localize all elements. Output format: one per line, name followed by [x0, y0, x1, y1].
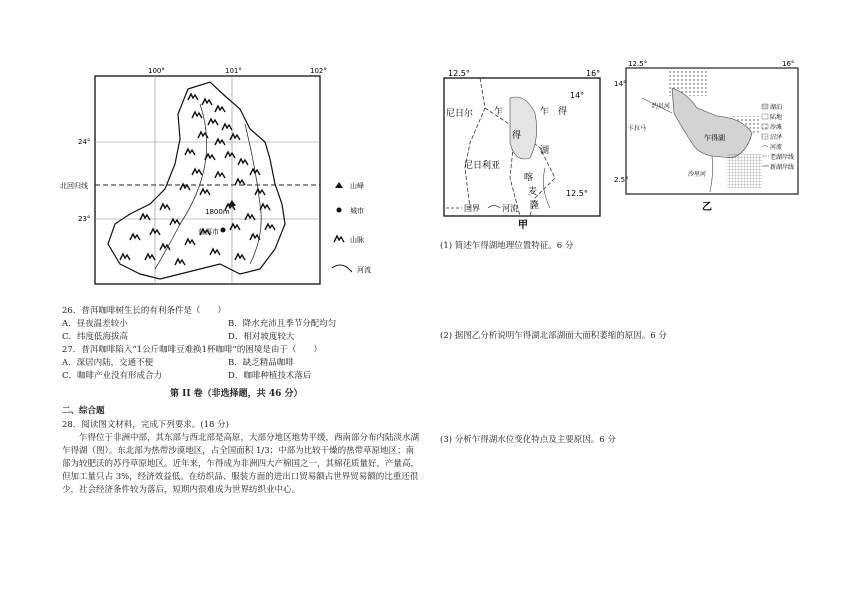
mountain-symbols [120, 94, 275, 265]
right-question-3: (3) 分析乍得湖水位变化特点及主要原因。6 分 [440, 435, 616, 445]
q26-option-a: A．昼夜温差较小 [62, 319, 128, 329]
svg-text:河流: 河流 [770, 144, 783, 151]
svg-text:北回归线: 北回归线 [60, 182, 88, 190]
svg-text:普洱市: 普洱市 [198, 228, 219, 236]
section-heading: 二、综合题 [62, 406, 105, 416]
svg-text:尼日利亚: 尼日利亚 [464, 161, 501, 171]
map-yi [612, 58, 802, 218]
puer-map [60, 64, 390, 294]
svg-text:湖: 湖 [540, 146, 550, 156]
svg-text:陆地: 陆地 [770, 114, 783, 121]
q26-option-b: B．降水充沛且季节分配均匀 [228, 319, 337, 329]
svg-text:12.5°: 12.5° [628, 60, 648, 68]
svg-text:山脉: 山脉 [350, 236, 364, 244]
svg-text:16°: 16° [782, 60, 795, 68]
question-28-intro: 28．阅读图文材料，完成下列要求。(18 分) [62, 420, 229, 430]
svg-text:12.5°: 12.5° [566, 189, 588, 198]
q27-option-b: B．缺乏精品咖啡 [228, 358, 294, 368]
svg-text:100°: 100° [148, 67, 165, 75]
svg-text:尼日尔: 尼日尔 [446, 109, 474, 119]
svg-text:卡拉马: 卡拉马 [628, 125, 647, 132]
q27-option-c: C．咖啡产业没有形成合力 [62, 371, 163, 381]
svg-text:湖泊: 湖泊 [770, 104, 783, 111]
question-27: 27．普洱咖啡陷入“1公斤咖啡豆难换1杯咖啡”的困境是由于（ ） [62, 345, 322, 355]
svg-text:乍: 乍 [494, 107, 504, 117]
section-title: 第 II 卷（非选择题，共 46 分） [170, 389, 303, 399]
q27-option-a: A．深居内陆，交通不便 [62, 358, 154, 368]
right-question-1: (1) 简述乍得湖地理位置特征。6 分 [440, 241, 574, 251]
svg-text:沙里河: 沙里河 [688, 171, 707, 178]
svg-text:2.5°: 2.5° [614, 176, 629, 184]
svg-text:得: 得 [512, 131, 522, 141]
svg-text:14°: 14° [570, 91, 585, 100]
q27-option-d: D．咖啡种植技术落后 [228, 371, 312, 381]
question-28-paragraph: 乍得位于非洲中部，其东部与西北部是高原，大部分地区地势平缓，西南部分布内陆淡水湖乍得湖（图）。东北部为热带沙漠地区，占全国面积 1/3；中部为比较干燥的热带草原地区；南部为较肥沃的苏丹草原地区。近年来，乍得成为非洲四大产棉国之一，其棉花质量好，产量高，但加工量只占 3%，经济效益低。在纺织品、服装方面的进出口贸易额占世界贸易额的比重还很少，社会经济条件较为落后，短期内很难成为世界纺织业中心。 [62, 433, 420, 495]
svg-text:喀: 喀 [524, 173, 534, 183]
svg-text:24°: 24° [78, 138, 91, 146]
question-26: 26．普洱咖啡树生长的有利条件是（ ） [62, 306, 226, 316]
svg-text:老湖岸线: 老湖岸线 [770, 154, 795, 161]
svg-text:甲: 甲 [518, 220, 528, 230]
map-jia [440, 68, 610, 230]
svg-text:102°: 102° [310, 67, 327, 75]
svg-text:山峰: 山峰 [350, 182, 364, 190]
svg-text:乍得湖: 乍得湖 [704, 134, 725, 142]
svg-text:14°: 14° [614, 80, 627, 88]
svg-text:16°: 16° [586, 69, 601, 78]
svg-text:约贝河: 约贝河 [652, 103, 671, 110]
svg-text:国界: 国界 [464, 204, 480, 213]
svg-text:101°: 101° [225, 67, 242, 75]
svg-text:12.5°: 12.5° [448, 69, 470, 78]
svg-text:城市: 城市 [350, 207, 364, 215]
svg-text:1800m: 1800m [205, 208, 230, 216]
svg-text:沙滩: 沙滩 [770, 124, 783, 131]
svg-text:河流: 河流 [502, 204, 518, 213]
map1-legend [332, 181, 371, 274]
svg-text:沼泽: 沼泽 [770, 134, 783, 141]
svg-text:乍 得: 乍 得 [540, 107, 568, 117]
svg-text:乙: 乙 [702, 202, 712, 213]
svg-text:23°: 23° [78, 215, 91, 223]
q26-option-d: D．相对坡度较大 [228, 332, 295, 342]
map-yi-legend [762, 103, 794, 171]
svg-text:新湖岸线: 新湖岸线 [770, 164, 795, 171]
q26-option-c: C．纬度低海拔高 [62, 332, 129, 342]
right-question-2: (2) 据图乙分析说明乍得湖北部湖面大面积萎缩的原因。6 分 [440, 331, 667, 341]
svg-text:河流: 河流 [357, 266, 371, 274]
svg-text:隆: 隆 [530, 201, 540, 211]
svg-text:麦: 麦 [528, 187, 538, 197]
